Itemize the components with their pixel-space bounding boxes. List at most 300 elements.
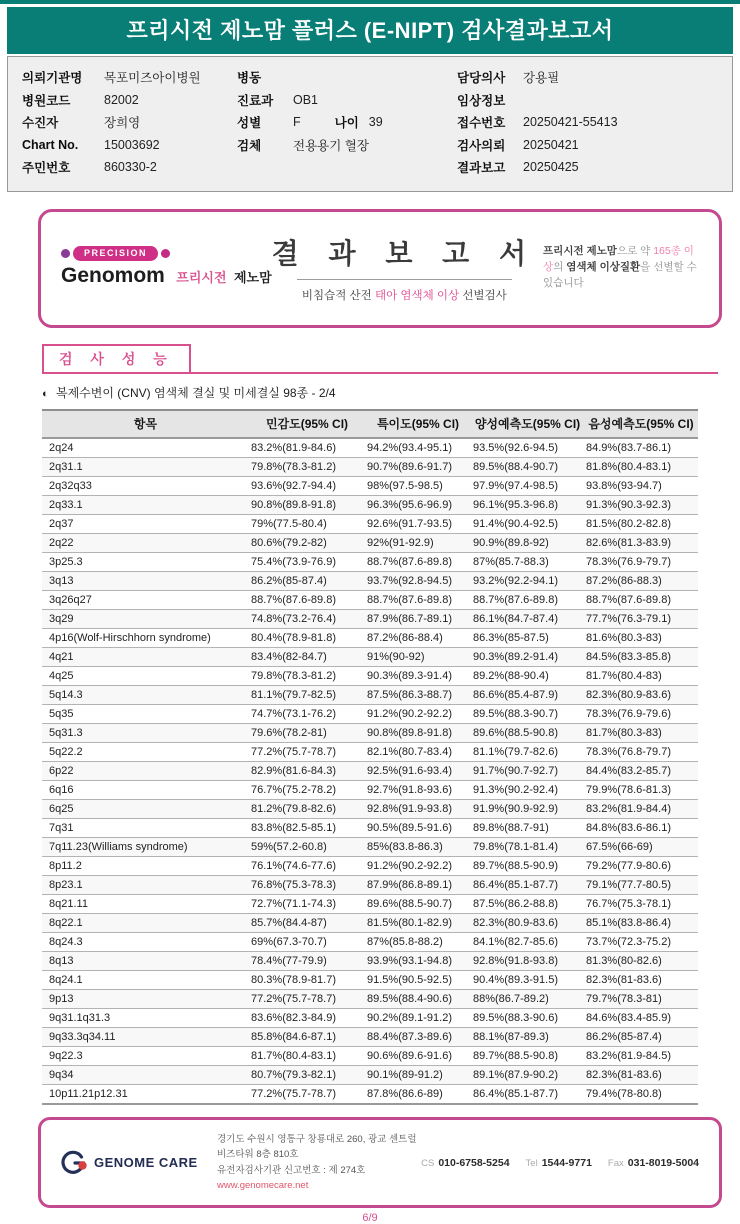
item-cell: 8q13 bbox=[42, 952, 249, 971]
table-row bbox=[42, 990, 698, 1009]
value-cell: 83.2%(81.9-84.5) bbox=[584, 1047, 698, 1066]
report-subtitle bbox=[272, 287, 537, 303]
tel-number: 1544-9771 bbox=[541, 1156, 592, 1169]
table-subtitle-text: 복제수변이 (CNV) 염색체 결실 및 미세결실 98종 - 2/4 bbox=[56, 386, 336, 401]
patient-field-value: 목포미즈아이병원 bbox=[104, 71, 201, 86]
value-cell: 88.7%(87.6-89.8) bbox=[249, 591, 365, 610]
precision-badge-row bbox=[61, 246, 272, 261]
subtitle-suffix: 선별검사 bbox=[459, 289, 507, 302]
value-cell: 87.9%(86.8-89.1) bbox=[365, 876, 471, 895]
patient-field-label: 검사의뢰 bbox=[457, 138, 506, 153]
value-cell: 93.9%(93.1-94.8) bbox=[365, 952, 471, 971]
patient-field-row bbox=[237, 111, 457, 134]
patient-info-col-1 bbox=[22, 66, 237, 179]
table-row bbox=[42, 895, 698, 914]
value-cell: 83.6%(82.3-84.9) bbox=[249, 1009, 365, 1028]
table-row bbox=[42, 648, 698, 667]
table-row bbox=[42, 515, 698, 534]
precision-badge: PRECISION bbox=[73, 246, 158, 261]
patient-field-row bbox=[22, 134, 237, 157]
value-cell: 84.6%(83.4-85.9) bbox=[584, 1009, 698, 1028]
table-row bbox=[42, 610, 698, 629]
item-cell: 5q14.3 bbox=[42, 686, 249, 705]
item-cell: 4p16(Wolf-Hirschhorn syndrome) bbox=[42, 629, 249, 648]
value-cell: 91.3%(90.3-92.3) bbox=[584, 496, 698, 515]
report-title-block bbox=[272, 232, 543, 303]
value-cell: 93.8%(93-94.7) bbox=[584, 477, 698, 496]
value-cell: 92.6%(91.7-93.5) bbox=[365, 515, 471, 534]
table-row bbox=[42, 838, 698, 857]
brand-name: Genomom bbox=[61, 264, 165, 287]
value-cell: 87.5%(86.3-88.7) bbox=[365, 686, 471, 705]
value-cell: 73.7%(72.3-75.2) bbox=[584, 933, 698, 952]
item-cell: 9p13 bbox=[42, 990, 249, 1009]
patient-info-col-2 bbox=[237, 66, 457, 156]
value-cell: 76.7%(75.3-78.1) bbox=[584, 895, 698, 914]
subtitle-prefix: 비침습적 산전 bbox=[301, 289, 375, 302]
value-cell: 92.5%(91.6-93.4) bbox=[365, 762, 471, 781]
value-cell: 86.4%(85.1-87.7) bbox=[471, 876, 584, 895]
item-cell: 8q24.3 bbox=[42, 933, 249, 952]
patient-field-label: 수진자 bbox=[22, 116, 59, 131]
value-cell: 86.2%(85-87.4) bbox=[584, 1028, 698, 1047]
fax-number: 031-8019-5004 bbox=[627, 1156, 699, 1169]
table-row bbox=[42, 591, 698, 610]
table-row bbox=[42, 458, 698, 477]
report-main-title: 결 과 보 고 서 bbox=[271, 237, 538, 269]
header-sensitivity: 민감도(95% CI) bbox=[249, 410, 365, 438]
item-cell: 3q29 bbox=[42, 610, 249, 629]
value-cell: 93.6%(92.7-94.4) bbox=[249, 477, 365, 496]
table-row bbox=[42, 496, 698, 515]
value-cell: 79.9%(78.6-81.3) bbox=[584, 781, 698, 800]
value-cell: 79.4%(78-80.8) bbox=[584, 1085, 698, 1105]
value-cell: 77.2%(75.7-78.7) bbox=[249, 1085, 365, 1105]
table-row bbox=[42, 629, 698, 648]
value-cell: 85.7%(84.4-87) bbox=[249, 914, 365, 933]
section-title: 검 사 성 능 bbox=[42, 344, 191, 373]
table-row bbox=[42, 534, 698, 553]
value-cell: 89.5%(88.4-90.7) bbox=[471, 458, 584, 477]
patient-field-value: 20250421 bbox=[523, 137, 579, 152]
value-cell: 92.8%(91.9-93.8) bbox=[365, 800, 471, 819]
value-cell: 87.2%(86-88.3) bbox=[584, 572, 698, 591]
table-row bbox=[42, 952, 698, 971]
badge-dot-right-icon bbox=[161, 249, 170, 258]
value-cell: 89.5%(88.3-90.6) bbox=[471, 1009, 584, 1028]
value-cell: 81.8%(80.4-83.1) bbox=[584, 458, 698, 477]
patient-field-label: 병원코드 bbox=[22, 93, 71, 108]
item-cell: 9q34 bbox=[42, 1066, 249, 1085]
value-cell: 81.1%(79.7-82.5) bbox=[249, 686, 365, 705]
desc-text-1: 으로 약 bbox=[616, 244, 654, 257]
table-row bbox=[42, 819, 698, 838]
table-row bbox=[42, 553, 698, 572]
value-cell: 87.9%(86.7-89.1) bbox=[365, 610, 471, 629]
value-cell: 75.4%(73.9-76.9) bbox=[249, 553, 365, 572]
fax-label: Fax bbox=[607, 1157, 624, 1169]
patient-field-label: 의뢰기관명 bbox=[22, 71, 83, 86]
desc-bold-1: 프리시전 제노맘 bbox=[543, 244, 617, 257]
value-cell: 91.2%(90.2-92.2) bbox=[365, 705, 471, 724]
top-accent-strip bbox=[0, 0, 740, 4]
title-divider bbox=[297, 279, 512, 280]
desc-text-2: 의 bbox=[553, 260, 567, 273]
brand-wordmark bbox=[61, 264, 272, 288]
item-cell: 5q35 bbox=[42, 705, 249, 724]
genome-care-logo-icon bbox=[59, 1149, 89, 1177]
patient-field-row bbox=[457, 89, 712, 112]
value-cell: 77.7%(76.3-79.1) bbox=[584, 610, 698, 629]
patient-field-value: OB1 bbox=[293, 92, 319, 107]
value-cell: 79%(77.5-80.4) bbox=[249, 515, 365, 534]
item-cell: 8p11.2 bbox=[42, 857, 249, 876]
value-cell: 94.2%(93.4-95.1) bbox=[365, 438, 471, 458]
patient-field-row bbox=[457, 111, 712, 134]
item-cell: 2q24 bbox=[42, 438, 249, 458]
value-cell: 85.8%(84.6-87.1) bbox=[249, 1028, 365, 1047]
value-cell: 79.8%(78.1-81.4) bbox=[471, 838, 584, 857]
value-cell: 79.1%(77.7-80.5) bbox=[584, 876, 698, 895]
table-row bbox=[42, 1047, 698, 1066]
footer-fax bbox=[608, 1157, 699, 1169]
item-cell: 9q31.1q31.3 bbox=[42, 1009, 249, 1028]
patient-field-value: 전용용기 혈장 bbox=[293, 138, 369, 153]
value-cell: 90.4%(89.3-91.5) bbox=[471, 971, 584, 990]
table-row bbox=[42, 1028, 698, 1047]
value-cell: 79.7%(78.3-81) bbox=[584, 990, 698, 1009]
patient-field-value: 장희영 bbox=[104, 116, 141, 131]
item-cell: 8q21.11 bbox=[42, 895, 249, 914]
value-cell: 82.1%(80.7-83.4) bbox=[365, 743, 471, 762]
value-cell: 88.4%(87.3-89.6) bbox=[365, 1028, 471, 1047]
value-cell: 84.1%(82.7-85.6) bbox=[471, 933, 584, 952]
genome-care-logo bbox=[59, 1149, 217, 1177]
performance-table bbox=[42, 409, 698, 1105]
patient-field-label: 검체 bbox=[237, 138, 262, 153]
value-cell: 77.2%(75.7-78.7) bbox=[249, 990, 365, 1009]
patient-field-value: 15003692 bbox=[104, 137, 160, 152]
table-row bbox=[42, 1085, 698, 1105]
item-cell: 9q22.3 bbox=[42, 1047, 249, 1066]
section-header-rule bbox=[42, 344, 718, 375]
value-cell: 59%(57.2-60.8) bbox=[249, 838, 365, 857]
patient-field-label: 성별 bbox=[237, 116, 262, 131]
value-cell: 76.1%(74.6-77.6) bbox=[249, 857, 365, 876]
item-cell: 2q31.1 bbox=[42, 458, 249, 477]
patient-field-label: 담당의사 bbox=[457, 71, 506, 86]
value-cell: 84.5%(83.3-85.8) bbox=[584, 648, 698, 667]
value-cell: 88.1%(87-89.3) bbox=[471, 1028, 584, 1047]
table-row bbox=[42, 743, 698, 762]
value-cell: 81.2%(79.8-82.6) bbox=[249, 800, 365, 819]
value-cell: 81.7%(80.4-83) bbox=[584, 667, 698, 686]
patient-field-value: 20250421-55413 bbox=[523, 115, 618, 130]
value-cell: 78.3%(76.8-79.7) bbox=[584, 743, 698, 762]
value-cell: 96.3%(95.6-96.9) bbox=[365, 496, 471, 515]
value-cell: 91.9%(90.9-92.9) bbox=[471, 800, 584, 819]
table-row bbox=[42, 1066, 698, 1085]
value-cell: 98%(97.5-98.5) bbox=[365, 477, 471, 496]
value-cell: 86.2%(85-87.4) bbox=[249, 572, 365, 591]
table-row bbox=[42, 686, 698, 705]
value-cell: 85%(83.8-86.3) bbox=[365, 838, 471, 857]
value-cell: 89.2%(88-90.4) bbox=[471, 667, 584, 686]
value-cell: 74.8%(73.2-76.4) bbox=[249, 610, 365, 629]
patient-field-row bbox=[457, 156, 712, 179]
value-cell: 90.7%(89.6-91.7) bbox=[365, 458, 471, 477]
value-cell: 84.8%(83.6-86.1) bbox=[584, 819, 698, 838]
patient-field-row bbox=[22, 156, 237, 179]
value-cell: 78.4%(77-79.9) bbox=[249, 952, 365, 971]
patient-field-label: 진료과 bbox=[237, 93, 274, 108]
footer-tel bbox=[526, 1157, 592, 1169]
value-cell: 89.6%(88.5-90.8) bbox=[471, 724, 584, 743]
value-cell: 90.3%(89.3-91.4) bbox=[365, 667, 471, 686]
table-row bbox=[42, 800, 698, 819]
page-title: 프리시전 제노맘 플러스 (E-NIPT) 검사결과보고서 bbox=[126, 18, 614, 43]
value-cell: 77.2%(75.7-78.7) bbox=[249, 743, 365, 762]
value-cell: 81.7%(80.4-83.1) bbox=[249, 1047, 365, 1066]
item-cell: 7q31 bbox=[42, 819, 249, 838]
genome-care-logo-text: GENOME CARE bbox=[94, 1155, 198, 1171]
value-cell: 83.2%(81.9-84.6) bbox=[249, 438, 365, 458]
value-cell: 82.6%(81.3-83.9) bbox=[584, 534, 698, 553]
patient-field-row bbox=[457, 134, 712, 157]
result-report-header-box bbox=[38, 209, 722, 328]
value-cell: 83.4%(82-84.7) bbox=[249, 648, 365, 667]
value-cell: 82.9%(81.6-84.3) bbox=[249, 762, 365, 781]
value-cell: 97.9%(97.4-98.5) bbox=[471, 477, 584, 496]
value-cell: 90.9%(89.8-92) bbox=[471, 534, 584, 553]
value-cell: 81.5%(80.1-82.9) bbox=[365, 914, 471, 933]
table-row bbox=[42, 438, 698, 458]
footer-contact-block bbox=[421, 1157, 699, 1169]
patient-field-row bbox=[22, 66, 237, 89]
value-cell: 81.5%(80.2-82.8) bbox=[584, 515, 698, 534]
performance-table-body bbox=[42, 438, 698, 1104]
value-cell: 89.7%(88.5-90.8) bbox=[471, 1047, 584, 1066]
value-cell: 87.5%(86.2-88.8) bbox=[471, 895, 584, 914]
value-cell: 67.5%(66-69) bbox=[584, 838, 698, 857]
value-cell: 88.7%(87.6-89.8) bbox=[471, 591, 584, 610]
value-cell: 80.7%(79.3-82.1) bbox=[249, 1066, 365, 1085]
item-cell: 4q25 bbox=[42, 667, 249, 686]
value-cell: 93.7%(92.8-94.5) bbox=[365, 572, 471, 591]
value-cell: 91.4%(90.4-92.5) bbox=[471, 515, 584, 534]
desc-bold-2: 염색체 이상질환 bbox=[566, 260, 641, 273]
item-cell: 2q32q33 bbox=[42, 477, 249, 496]
header-item: 항목 bbox=[42, 410, 249, 438]
item-cell: 6p22 bbox=[42, 762, 249, 781]
genomom-brand-block bbox=[61, 246, 272, 288]
table-row bbox=[42, 876, 698, 895]
badge-dot-left-icon bbox=[61, 249, 70, 258]
item-cell: 3q26q27 bbox=[42, 591, 249, 610]
value-cell: 90.8%(89.8-91.8) bbox=[365, 724, 471, 743]
value-cell: 91.5%(90.5-92.5) bbox=[365, 971, 471, 990]
header-specificity: 특이도(95% CI) bbox=[365, 410, 471, 438]
value-cell: 83.2%(81.9-84.4) bbox=[584, 800, 698, 819]
value-cell: 69%(67.3-70.7) bbox=[249, 933, 365, 952]
value-cell: 83.8%(82.5-85.1) bbox=[249, 819, 365, 838]
value-cell: 91%(90-92) bbox=[365, 648, 471, 667]
footer-website-link[interactable]: www.genomecare.net bbox=[217, 1179, 309, 1191]
footer-registration: 유전자검사기관 신고번호 : 제 274호 bbox=[217, 1164, 366, 1176]
item-cell: 3q13 bbox=[42, 572, 249, 591]
value-cell: 88.7%(87.6-89.8) bbox=[365, 553, 471, 572]
table-row bbox=[42, 914, 698, 933]
footer-address: 경기도 수원시 영통구 창룡대로 260, 광교 센트럴비즈타워 8층 810호 bbox=[217, 1134, 417, 1161]
value-cell: 89.1%(87.9-90.2) bbox=[471, 1066, 584, 1085]
item-cell: 8q22.1 bbox=[42, 914, 249, 933]
value-cell: 81.7%(80.3-83) bbox=[584, 724, 698, 743]
item-cell: 7q11.23(Williams syndrome) bbox=[42, 838, 249, 857]
value-cell: 74.7%(73.1-76.2) bbox=[249, 705, 365, 724]
value-cell: 87.8%(86.6-89) bbox=[365, 1085, 471, 1105]
header-ppv: 양성예측도(95% CI) bbox=[471, 410, 584, 438]
value-cell: 76.7%(75.2-78.2) bbox=[249, 781, 365, 800]
value-cell: 80.3%(78.9-81.7) bbox=[249, 971, 365, 990]
value-cell: 78.3%(76.9-79.7) bbox=[584, 553, 698, 572]
patient-field-label: 임상정보 bbox=[457, 93, 506, 108]
item-cell: 6q25 bbox=[42, 800, 249, 819]
value-cell: 82.3%(81-83.6) bbox=[584, 1066, 698, 1085]
header-npv: 음성예측도(95% CI) bbox=[584, 410, 698, 438]
subtitle-highlight: 태아 염색체 이상 bbox=[374, 289, 460, 302]
value-cell: 90.5%(89.5-91.6) bbox=[365, 819, 471, 838]
patient-field-label: Chart No. bbox=[22, 137, 79, 152]
value-cell: 76.8%(75.3-78.3) bbox=[249, 876, 365, 895]
footer-address-block bbox=[217, 1132, 421, 1193]
value-cell: 89.5%(88.3-90.7) bbox=[471, 705, 584, 724]
patient-field-row bbox=[457, 66, 712, 89]
value-cell: 91.3%(90.2-92.4) bbox=[471, 781, 584, 800]
table-header-row bbox=[42, 410, 698, 438]
item-cell: 2q33.1 bbox=[42, 496, 249, 515]
patient-field-label: 주민번호 bbox=[22, 161, 71, 176]
item-cell: 5q22.2 bbox=[42, 743, 249, 762]
patient-field-row bbox=[22, 89, 237, 112]
value-cell: 93.2%(92.2-94.1) bbox=[471, 572, 584, 591]
value-cell: 92.7%(91.8-93.6) bbox=[365, 781, 471, 800]
value-cell: 79.2%(77.9-80.6) bbox=[584, 857, 698, 876]
cs-label: CS bbox=[421, 1157, 435, 1169]
value-cell: 84.4%(83.2-85.7) bbox=[584, 762, 698, 781]
value-cell: 86.6%(85.4-87.9) bbox=[471, 686, 584, 705]
item-cell: 5q31.3 bbox=[42, 724, 249, 743]
value-cell: 86.3%(85-87.5) bbox=[471, 629, 584, 648]
item-cell: 8p23.1 bbox=[42, 876, 249, 895]
desc-text-3: 을 선별할 수 있습니다 bbox=[543, 260, 697, 290]
value-cell: 89.5%(88.4-90.6) bbox=[365, 990, 471, 1009]
brand-kr-pink: 프리시전 bbox=[176, 270, 227, 285]
value-cell: 79.8%(78.3-81.2) bbox=[249, 458, 365, 477]
desc-pink: 165종 이상 bbox=[543, 244, 694, 273]
tel-label: Tel bbox=[525, 1157, 538, 1169]
patient-field-label: 병동 bbox=[237, 71, 262, 86]
value-cell: 88.7%(87.6-89.8) bbox=[365, 591, 471, 610]
table-row bbox=[42, 667, 698, 686]
item-cell: 10p11.21p12.31 bbox=[42, 1085, 249, 1105]
patient-field-value: 강용필 bbox=[523, 71, 560, 86]
value-cell: 72.7%(71.1-74.3) bbox=[249, 895, 365, 914]
cs-number: 010-6758-5254 bbox=[438, 1156, 510, 1169]
value-cell: 81.3%(80-82.6) bbox=[584, 952, 698, 971]
report-description bbox=[543, 243, 701, 292]
patient-info-col-3 bbox=[457, 66, 712, 179]
patient-info-panel bbox=[7, 56, 733, 192]
patient-field-value: 39 bbox=[368, 115, 383, 130]
table-row bbox=[42, 477, 698, 496]
patient-field-label: 결과보고 bbox=[457, 161, 506, 176]
report-title-bar bbox=[7, 7, 733, 54]
item-cell: 2q22 bbox=[42, 534, 249, 553]
value-cell: 85.1%(83.8-86.4) bbox=[584, 914, 698, 933]
value-cell: 90.2%(89.1-91.2) bbox=[365, 1009, 471, 1028]
table-row bbox=[42, 857, 698, 876]
value-cell: 86.1%(84.7-87.4) bbox=[471, 610, 584, 629]
value-cell: 96.1%(95.3-96.8) bbox=[471, 496, 584, 515]
value-cell: 87%(85.8-88.2) bbox=[365, 933, 471, 952]
patient-field-row bbox=[22, 111, 237, 134]
value-cell: 86.4%(85.1-87.7) bbox=[471, 1085, 584, 1105]
value-cell: 80.4%(78.9-81.8) bbox=[249, 629, 365, 648]
patient-field-row bbox=[237, 66, 457, 89]
patient-field-label: 접수번호 bbox=[457, 116, 506, 131]
table-row bbox=[42, 1009, 698, 1028]
value-cell: 91.7%(90.7-92.7) bbox=[471, 762, 584, 781]
value-cell: 87.2%(86-88.4) bbox=[365, 629, 471, 648]
patient-field-row bbox=[237, 89, 457, 112]
item-cell: 3p25.3 bbox=[42, 553, 249, 572]
item-cell: 2q37 bbox=[42, 515, 249, 534]
half-circle-icon: ◐ bbox=[42, 388, 49, 401]
value-cell: 90.8%(89.8-91.8) bbox=[249, 496, 365, 515]
item-cell: 8q24.1 bbox=[42, 971, 249, 990]
patient-field-value: 20250425 bbox=[523, 160, 579, 175]
item-cell: 6q16 bbox=[42, 781, 249, 800]
value-cell: 90.1%(89-91.2) bbox=[365, 1066, 471, 1085]
value-cell: 90.3%(89.2-91.4) bbox=[471, 648, 584, 667]
value-cell: 92.8%(91.8-93.8) bbox=[471, 952, 584, 971]
patient-field-value: F bbox=[293, 115, 301, 130]
table-row bbox=[42, 572, 698, 591]
value-cell: 87%(85.7-88.3) bbox=[471, 553, 584, 572]
table-row bbox=[42, 705, 698, 724]
value-cell: 89.7%(88.5-90.9) bbox=[471, 857, 584, 876]
value-cell: 88.7%(87.6-89.8) bbox=[584, 591, 698, 610]
brand-kr-dark: 제노맘 bbox=[233, 270, 272, 285]
item-cell: 9q33.3q34.11 bbox=[42, 1028, 249, 1047]
patient-field-label: 나이 bbox=[334, 116, 359, 131]
footer-panel bbox=[38, 1117, 722, 1208]
value-cell: 91.2%(90.2-92.2) bbox=[365, 857, 471, 876]
value-cell: 90.6%(89.6-91.6) bbox=[365, 1047, 471, 1066]
value-cell: 84.9%(83.7-86.1) bbox=[584, 438, 698, 458]
table-row bbox=[42, 762, 698, 781]
value-cell: 78.3%(76.9-79.6) bbox=[584, 705, 698, 724]
value-cell: 89.8%(88.7-91) bbox=[471, 819, 584, 838]
footer-cs bbox=[421, 1157, 509, 1169]
patient-field-value: 860330-2 bbox=[104, 160, 157, 175]
value-cell: 81.1%(79.7-82.6) bbox=[471, 743, 584, 762]
value-cell: 82.3%(81-83.6) bbox=[584, 971, 698, 990]
value-cell: 88%(86.7-89.2) bbox=[471, 990, 584, 1009]
page-number: 6/9 bbox=[362, 1212, 378, 1224]
value-cell: 80.6%(79.2-82) bbox=[249, 534, 365, 553]
value-cell: 89.6%(88.5-90.7) bbox=[365, 895, 471, 914]
